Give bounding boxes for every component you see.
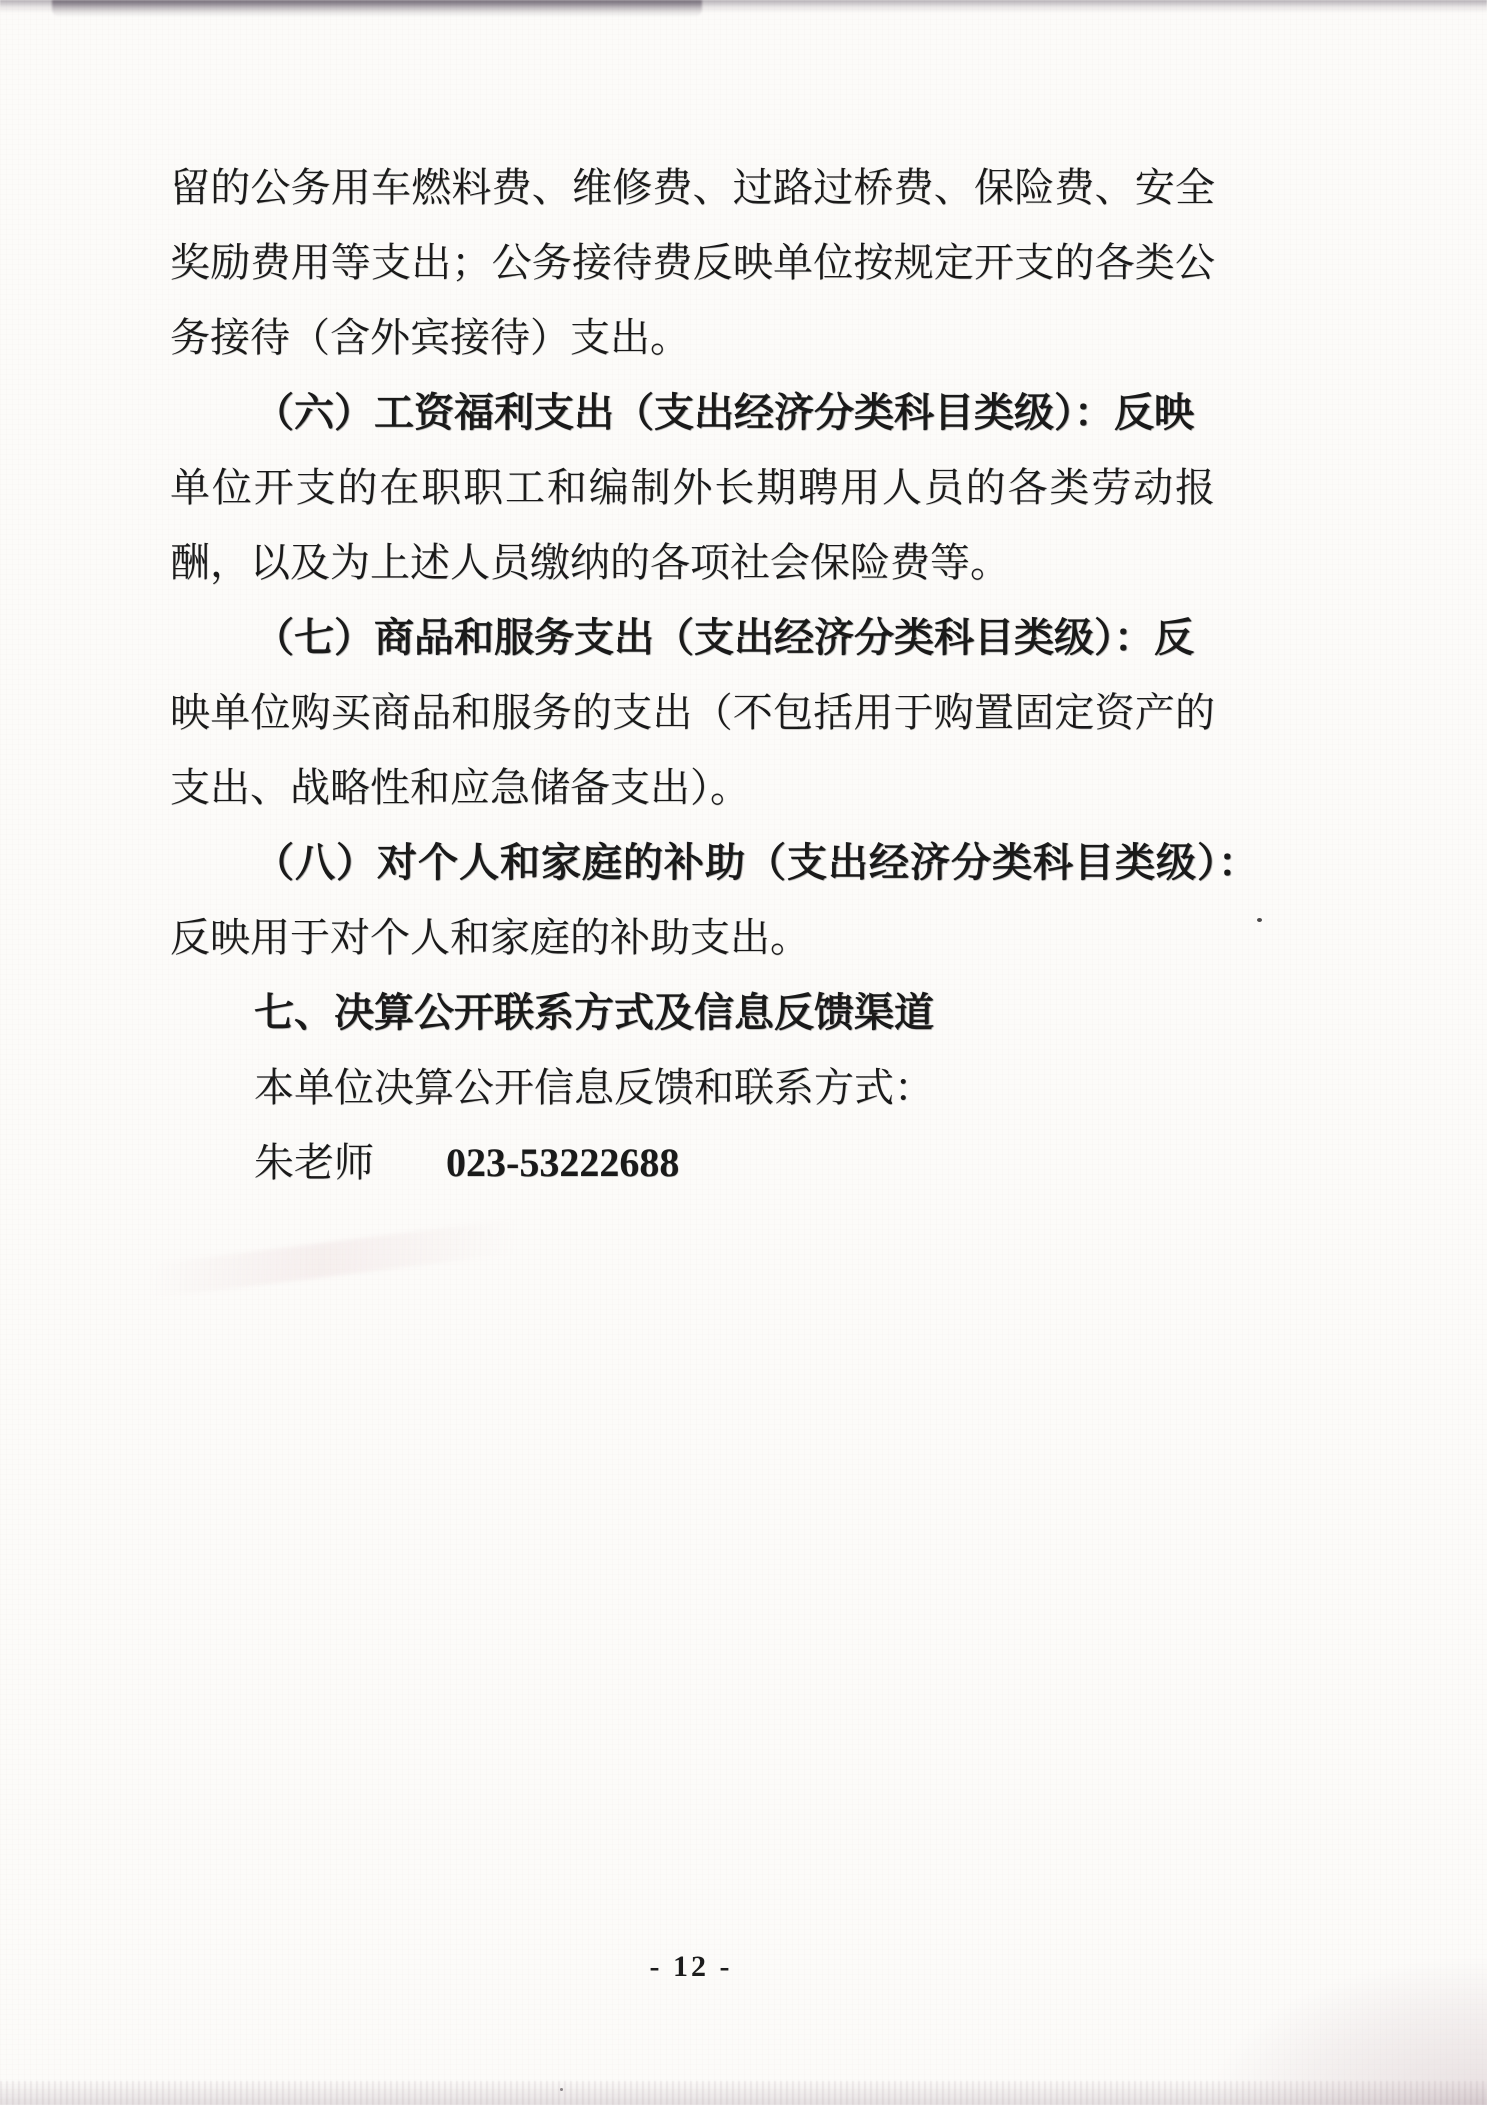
- document-body: [170, 150, 1259, 1200]
- section-heading-line-8: （八）对个人和家庭的补助（支出经济分类科目类级）：: [254, 840, 1259, 885]
- body-line: 反映用于对个人和家庭的补助支出。: [170, 915, 810, 960]
- body-line: 单位开支的在职职工和编制外长期聘用人员的各类劳动报: [170, 465, 1215, 510]
- body-line: 奖励费用等支出；公务接待费反映单位按规定开支的各类公: [170, 240, 1215, 285]
- body-line: 支出、战略性和应急储备支出）。: [170, 765, 750, 810]
- ink-speck: [1257, 918, 1262, 922]
- scan-artifact-bottom-edge: [0, 2081, 1487, 2105]
- chapter-heading-line: 七、决算公开联系方式及信息反馈渠道: [254, 990, 934, 1035]
- scan-artifact-top-left-blotch: [52, 0, 702, 17]
- scan-artifact-crease: [150, 1212, 581, 1298]
- section-heading-line-6: （六）工资福利支出（支出经济分类科目类级）：反映: [254, 390, 1194, 435]
- contact-name: 朱老师: [254, 1140, 374, 1185]
- contact-line: [170, 1125, 1215, 1200]
- page-number: - 12 -: [649, 1950, 733, 1983]
- body-line: 映单位购买商品和服务的支出（不包括用于购置固定资产的: [170, 690, 1215, 735]
- contact-phone: 023-53222688: [446, 1140, 680, 1185]
- body-line: 本单位决算公开信息反馈和联系方式：: [254, 1065, 934, 1110]
- section-heading-line-7: （七）商品和服务支出（支出经济分类科目类级）：反: [254, 615, 1194, 660]
- body-line: 留的公务用车燃料费、维修费、过路过桥费、保险费、安全: [170, 165, 1215, 210]
- body-line: 酬，以及为上述人员缴纳的各项社会保险费等。: [170, 540, 1010, 585]
- body-line: 务接待（含外宾接待）支出。: [170, 315, 690, 360]
